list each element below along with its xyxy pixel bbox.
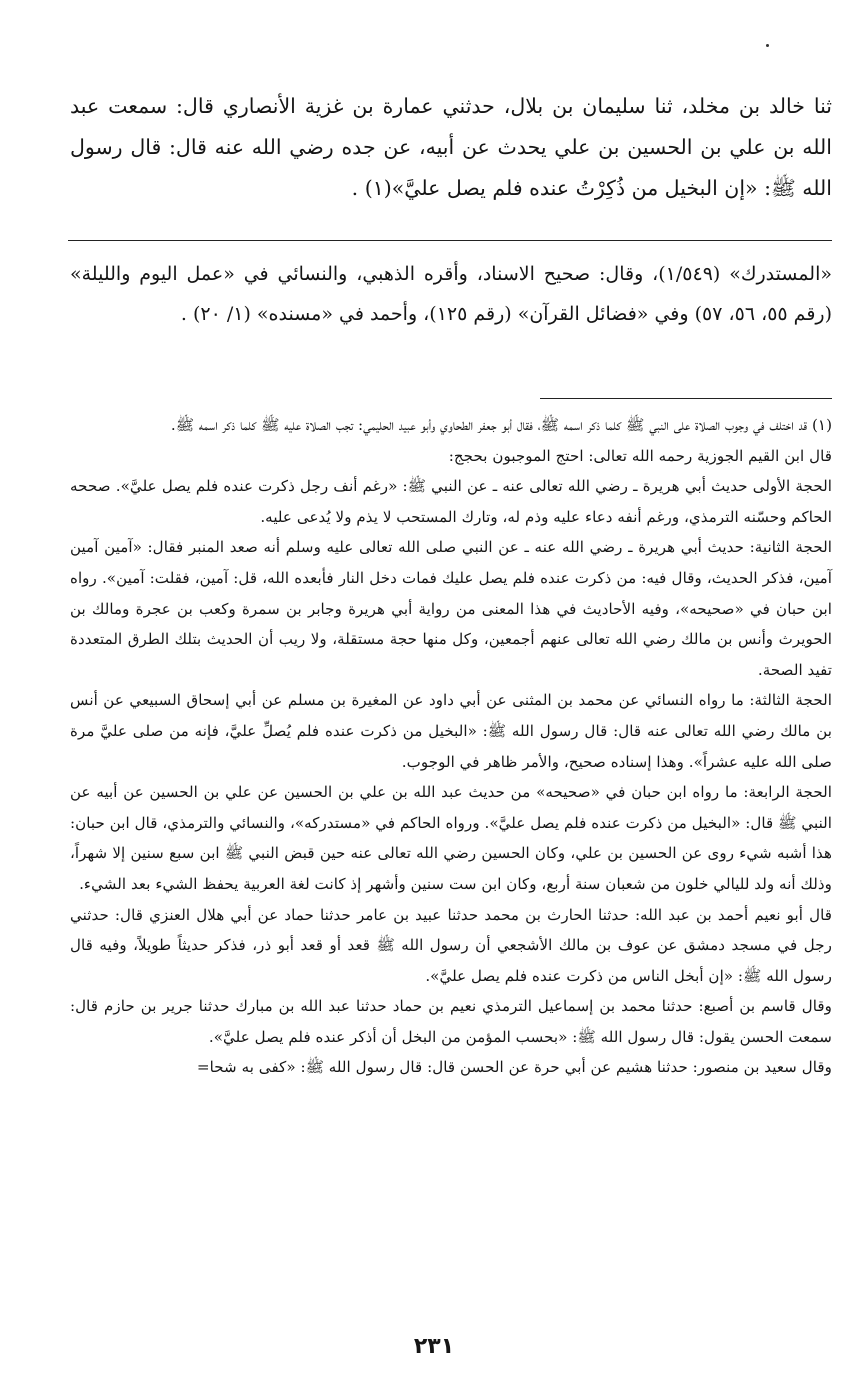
speck-mark: [766, 44, 769, 47]
footnote-paragraph: وقال قاسم بن أصبع: حدثنا محمد بن إسماعيل الترمذي نعيم بن حماد حدثنا عبد الله بن مبارك حدثنا جرير بن حازم قال: سمعت الحسن يقول: قال رسول الله ﷺ: «بحسب المؤمن من البخل أن أذكر عنده فلم يصل عليَّ».: [70, 997, 832, 1046]
hadith-paragraph: ثنا خالد بن مخلد، ثنا سليمان بن بلال، حدثني عمارة بن غزية الأنصاري قال: سمعت عبد الله بن علي بن الحسين بن علي يحدث عن أبيه، عن جده رضي الله عنه قال: قال رسول الله ﷺ: «إن البخيل من ذُكِرْتُ عنده فلم يصل عليَّ»(١) .: [70, 94, 832, 200]
hadith-text: [70, 86, 832, 209]
footnote-paragraph: قال ابن القيم الجوزية رحمه الله تعالى: احتج الموجبون بحجج:: [448, 446, 832, 465]
separator-rule: [68, 240, 832, 241]
footnote-block: [70, 410, 832, 1083]
source-note: [70, 254, 832, 334]
footnote-paragraph: الحجة الأولى حديث أبي هريرة ـ رضي الله تعالى عنه ـ عن النبي ﷺ: «رغم أنف رجل ذكرت عنده فلم يصل عليَّ». صححه الحاكم وحسّنه الترمذي، ورغم أنفه دعاء عليه وذم له، وتارك المستحب لا يذم ولا يُدعى عليه.: [70, 477, 832, 526]
footnote-paragraph: الحجة الثانية: حديث أبي هريرة ـ رضي الله عنه ـ عن النبي صلى الله تعالى عليه وسلم أنه صعد المنبر فقال: «آمين آمين آمين، فذكر الحديث، وقال فيه: من ذكرت عنده فلم يصل عليك فمات دخل النار فأبعده الله، قل: آمين، فقلت: آمين». رواه ابن حبان في «صحيحه»، وفيه الأحاديث في هذا المعنى من رواية أبي هريرة وجابر بن سمرة وكعب بن عجرة ومالك بن الحويرث وأنس بن مالك رضي الله تعالى عنهم أجمعين، وكل منها حجة مستقلة، ولا ريب أن الحديث بتلك الطرق المتعددة تفيد الصحة.: [70, 538, 832, 679]
footnote-paragraph: الحجة الرابعة: ما رواه ابن حبان في «صحيحه» من حديث عبد الله بن علي بن الحسين عن علي بن الحسين عن أبيه عن النبي ﷺ قال: «البخيل من ذكرت عنده فلم يصل عليَّ». ورواه الحاكم في «مستدركه»، والنسائي والترمذي، قال ابن حبان: هذا أشبه شيء روى عن الحسين بن علي، وكان الحسين رضي الله تعالى عنه حين قبض النبي ﷺ ابن سبع سنين إلا شهراً، وذلك أنه ولد لليالي خلون من شعبان سنة أربع، وكان ابن ست سنين وأشهر إذ كانت لغة العربية يحفظ الشيء بعد الشيء.: [70, 783, 832, 893]
footnote-paragraph: وقال سعيد بن منصور: حدثنا هشيم عن أبي حرة عن الحسن قال: قال رسول الله ﷺ: «كفى به شحا=: [196, 1058, 832, 1077]
footnote-paragraph: (١) قد اختلف في وجوب الصلاة على النبي ﷺ كلما ذكر اسمه ﷺ، فقال أبو جعفر الطحاوي وأبو عبيد الحليمي: تجب الصلاة عليه ﷺ كلما ذكر اسمه ﷺ.: [170, 416, 832, 434]
source-note-paragraph: «المستدرك» (١/٥٤٩)، وقال: صحيح الاسناد، وأقره الذهبي، والنسائي في «عمل اليوم والليلة» (رقم ٥٥، ٥٦، ٥٧) وفي «فضائل القرآن» (رقم ١٢٥)، وأحمد في «مسنده» (١/ ٢٠) .: [70, 263, 832, 325]
footnote-paragraph: الحجة الثالثة: ما رواه النسائي عن محمد بن المثنى عن أبي داود عن المغيرة بن مسلم عن أبي إسحاق السبيعي عن أنس بن مالك رضي الله تعالى عنه قال: قال رسول الله ﷺ: «البخيل من ذكرت عنده فلم يُصلِّ عليَّ، فإنه من صلى عليَّ مرة صلى الله عليه عشراً». وهذا إسناده صحيح، والأمر ظاهر في الوجوب.: [70, 691, 832, 771]
footnote-rule: [540, 398, 832, 399]
footnote-paragraph: قال أبو نعيم أحمد بن عبد الله: حدثنا الحارث بن محمد حدثنا عبيد بن عامر حدثنا حماد عن أبي هلال العنزي قال: حدثني رجل في مسجد دمشق عن عوف بن مالك الأشجعي أن رسول الله ﷺ قعد أو قعد أبو ذر، فذكر حديثاً طويلاً، وفيه قال رسول الله ﷺ: «إن أبخل الناس من ذكرت عنده فلم يصل عليَّ».: [70, 905, 832, 985]
page-number: ٢٣١: [413, 1334, 455, 1359]
